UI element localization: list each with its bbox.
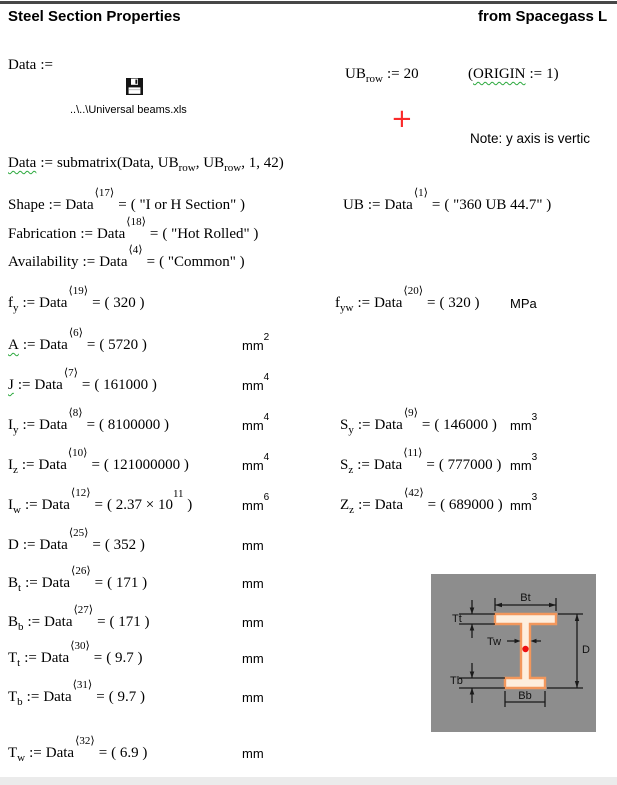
equals-operator: = <box>98 745 108 761</box>
math-region-Sy[interactable] <box>340 406 497 436</box>
data-ref: Data <box>384 197 413 213</box>
assign-operator: := <box>24 497 38 513</box>
result-value: ( "Hot Rolled" ) <box>162 226 259 242</box>
var-name: Shape <box>8 197 45 213</box>
result-value: ( 2.37 × 10 <box>106 497 173 513</box>
var-subscript: t <box>18 582 22 594</box>
math-region-D[interactable] <box>8 526 145 554</box>
unit-text: mm <box>242 418 264 433</box>
math-region-Bb[interactable] <box>8 603 150 633</box>
data-ref: Data <box>99 254 128 270</box>
column-index: ⟨32⟩ <box>75 734 95 747</box>
math-region-availability[interactable] <box>8 243 245 271</box>
math-region-submatrix[interactable] <box>8 155 284 172</box>
unit-D[interactable] <box>242 538 264 553</box>
unit-Tb[interactable] <box>242 690 264 705</box>
math-region-A[interactable] <box>8 326 147 354</box>
data-ref: Data <box>38 457 67 473</box>
column-index: ⟨6⟩ <box>68 326 83 339</box>
unit-text: mm <box>242 338 264 353</box>
column-index: ⟨19⟩ <box>68 284 89 297</box>
unit-exponent: 6 <box>263 492 270 504</box>
var-name: Availability <box>8 254 79 270</box>
var-name: Data <box>8 57 37 73</box>
result-value: ( 689000 ) <box>440 497 503 513</box>
var-name: B <box>8 614 19 630</box>
equals-operator: = <box>146 254 156 270</box>
arg1: Data, <box>121 155 158 171</box>
assign-operator: := <box>22 417 36 433</box>
var-subscript: w <box>17 752 26 764</box>
assign-operator: := <box>48 197 62 213</box>
assign-operator: := <box>21 457 35 473</box>
unit-Bt[interactable] <box>242 576 264 591</box>
math-region-fabrication[interactable] <box>8 215 259 243</box>
column-index: ⟨10⟩ <box>67 446 88 459</box>
value: 20 <box>403 66 419 82</box>
column-index: ⟨7⟩ <box>63 366 78 379</box>
unit-Zz[interactable] <box>510 492 538 513</box>
assign-operator: := <box>22 295 36 311</box>
assign-operator: := <box>29 745 42 761</box>
column-index: ⟨31⟩ <box>72 678 93 691</box>
equals-operator: = <box>96 689 105 705</box>
column-index: ⟨9⟩ <box>403 406 418 419</box>
result-value: ( 171 ) <box>107 575 148 591</box>
unit-text: mm <box>242 498 264 513</box>
var-name: ORIGIN <box>473 66 526 82</box>
unit-Sz[interactable] <box>510 452 538 473</box>
unit-text: mm <box>242 576 264 591</box>
page-top-border <box>0 1 617 4</box>
unit-text: mm <box>242 615 264 630</box>
result-value: ( 8100000 ) <box>99 417 170 433</box>
ibeam-diagram-image[interactable] <box>431 574 596 732</box>
math-region-Bt[interactable] <box>8 564 148 594</box>
result-value: ( 161000 ) <box>94 377 157 393</box>
var-name: B <box>8 575 19 591</box>
close-paren: ) <box>278 155 284 171</box>
var-name: T <box>8 745 18 761</box>
unit-text: mm <box>242 538 264 553</box>
var-subscript: y <box>13 424 19 436</box>
assign-operator: := <box>22 337 36 353</box>
header-source-label[interactable]: from Spacegass L <box>478 8 608 25</box>
column-index: ⟨17⟩ <box>94 186 115 199</box>
var-subscript: b <box>18 621 24 633</box>
result-value: ( 777000 ) <box>438 457 502 473</box>
column-index: ⟨11⟩ <box>403 446 423 459</box>
result-value: ( 352 ) <box>104 537 145 553</box>
result-value: ( 6.9 ) <box>111 745 148 761</box>
unit-text: mm <box>510 458 532 473</box>
math-region-data-component[interactable] <box>8 57 57 74</box>
math-region-ubrow[interactable] <box>345 66 419 83</box>
data-ref: Data <box>96 226 126 242</box>
var-name: Fabrication <box>8 226 77 242</box>
assign-operator: := <box>17 377 31 393</box>
equals-operator: = <box>81 377 91 393</box>
result-exponent: 11 <box>172 487 184 500</box>
column-index: ⟨18⟩ <box>126 215 146 228</box>
equals-operator: = <box>93 650 103 666</box>
unit-Tw[interactable] <box>242 746 264 761</box>
floppy-disk-icon[interactable] <box>125 77 144 96</box>
var-name: I <box>8 457 13 473</box>
data-ref: Data <box>41 497 70 513</box>
var-name: D <box>8 537 19 553</box>
var-subscript: z <box>13 464 18 476</box>
equals-operator: = <box>426 457 435 473</box>
unit-text: mm <box>242 458 264 473</box>
unit-text: mm <box>510 418 532 433</box>
result-value: ( 5720 ) <box>99 337 147 353</box>
column-index: ⟨42⟩ <box>404 486 424 499</box>
equals-operator: = <box>421 417 431 433</box>
data-ref: Data <box>374 295 403 311</box>
value: 1 <box>546 66 554 82</box>
unit-A[interactable] <box>242 332 270 353</box>
result-value: ( 146000 ) <box>434 417 497 433</box>
result-value: ( "I or H Section" ) <box>130 197 246 213</box>
var-subscript: row <box>365 73 383 85</box>
var-name: T <box>8 689 18 705</box>
assign-operator: := <box>22 537 36 553</box>
column-index: ⟨20⟩ <box>403 284 424 297</box>
equals-operator: = <box>149 226 159 242</box>
var-name: UB <box>345 66 366 82</box>
unit-text: mm <box>242 378 264 393</box>
result-value: ( 320 ) <box>104 295 145 311</box>
assign-operator: := <box>357 457 370 473</box>
assign-operator: := <box>24 650 37 666</box>
column-index: ⟨12⟩ <box>70 486 91 499</box>
equals-operator: = <box>97 614 106 630</box>
equals-operator: = <box>92 537 101 553</box>
equals-operator: = <box>94 575 104 591</box>
column-index: ⟨8⟩ <box>68 406 83 419</box>
var-name: I <box>8 497 13 513</box>
var-name: I <box>8 417 13 433</box>
data-ref: Data <box>43 689 72 705</box>
diagram-background <box>431 574 596 732</box>
open-paren: ( <box>116 155 122 171</box>
unit-text: mm <box>242 651 264 666</box>
var-subscript: b <box>17 696 23 708</box>
var-subscript: t <box>17 657 21 669</box>
var-name: Data <box>8 155 37 171</box>
data-ref: Data <box>373 457 403 473</box>
label-bt: Bt <box>520 592 531 604</box>
unit-Bb[interactable] <box>242 615 264 630</box>
equals-operator: = <box>431 197 441 213</box>
var-name: S <box>340 417 349 433</box>
result-close: ) <box>183 497 193 513</box>
unit-text: mm <box>242 690 264 705</box>
result-value: ( 320 ) <box>439 295 480 311</box>
data-ref: Data <box>44 614 73 630</box>
data-ref: Data <box>45 745 75 761</box>
data-ref: Data <box>41 575 71 591</box>
var-subscript: y <box>13 302 19 314</box>
assign-operator: := <box>26 689 40 705</box>
arg2-subscript: row <box>178 162 196 174</box>
var-subscript: z <box>349 504 355 516</box>
close-paren: ) <box>553 66 559 82</box>
math-region-Iz[interactable] <box>8 446 189 476</box>
label-d: D <box>582 644 590 656</box>
math-region-Iw[interactable] <box>8 486 193 516</box>
var-name: Z <box>340 497 350 513</box>
unit-exponent: 4 <box>263 452 270 464</box>
math-region-ub[interactable] <box>343 186 552 214</box>
data-ref: Data <box>39 537 68 553</box>
math-region-Iy[interactable] <box>8 406 170 436</box>
unit-exponent: 4 <box>263 372 270 384</box>
math-region-origin[interactable] <box>468 66 559 83</box>
result-value: ( 171 ) <box>109 614 150 630</box>
var-subscript: z <box>348 464 354 476</box>
assign-operator: := <box>25 575 38 591</box>
assign-operator: := <box>367 197 381 213</box>
data-ref: Data <box>34 377 63 393</box>
unit-Tt[interactable] <box>242 651 264 666</box>
column-index: ⟨30⟩ <box>70 639 90 652</box>
equals-operator: = <box>86 337 96 353</box>
var-name: UB <box>343 197 364 213</box>
result-value: ( 9.7 ) <box>106 650 143 666</box>
arg2: UB <box>157 155 179 171</box>
column-index: ⟨26⟩ <box>71 564 91 577</box>
data-ref: Data <box>65 197 94 213</box>
page-title[interactable]: Steel Section Properties <box>8 8 181 25</box>
math-region-Tw[interactable] <box>8 734 148 764</box>
unit-exponent: 3 <box>531 452 538 464</box>
var-name: f <box>8 295 13 311</box>
unit-J[interactable] <box>242 372 270 393</box>
result-value: ( 121000000 ) <box>103 457 189 473</box>
assign-operator: := <box>357 295 371 311</box>
unit-text: mm <box>510 498 532 513</box>
data-ref: Data <box>374 497 404 513</box>
math-region-fy[interactable] <box>8 284 145 314</box>
arg3: , UB <box>195 155 225 171</box>
result-value: ( 9.7 ) <box>108 689 145 705</box>
unit-exponent: 4 <box>263 412 270 424</box>
assign-operator: := <box>357 417 371 433</box>
unit-exponent: 2 <box>263 332 270 344</box>
result-value: ( "360 UB 44.7" ) <box>444 197 552 213</box>
unit-Iy[interactable] <box>242 412 270 433</box>
label-tw: Tw <box>487 636 502 648</box>
unit-Iw[interactable] <box>242 492 270 513</box>
unit-text: MPa <box>510 296 537 311</box>
data-ref: Data <box>40 650 70 666</box>
column-index: ⟨27⟩ <box>73 603 94 616</box>
equals-operator: = <box>427 497 437 513</box>
assign-operator: := <box>358 497 371 513</box>
math-region-Sz[interactable] <box>340 446 502 476</box>
equals-operator: = <box>118 197 127 213</box>
column-index: ⟨1⟩ <box>413 186 428 199</box>
unit-Iz[interactable] <box>242 452 270 473</box>
column-index: ⟨4⟩ <box>128 243 143 256</box>
column-index: ⟨25⟩ <box>68 526 89 539</box>
label-tb: Tb <box>450 675 463 687</box>
arg3-subscript: row <box>224 162 242 174</box>
equals-operator: = <box>86 417 96 433</box>
open-paren: ( <box>468 66 473 82</box>
var-name: A <box>8 337 19 353</box>
unit-text: mm <box>242 746 264 761</box>
assign-operator: := <box>80 226 93 242</box>
var-subscript: w <box>13 504 21 516</box>
math-region-shape[interactable] <box>8 186 246 214</box>
equals-operator: = <box>92 295 101 311</box>
math-region-fyw[interactable] <box>335 284 480 314</box>
function-name: submatrix <box>56 155 117 171</box>
data-ref: Data <box>374 417 403 433</box>
arg-tail: , 1, 42 <box>241 155 279 171</box>
result-value: ( "Common" ) <box>159 254 245 270</box>
data-ref: Data <box>39 417 68 433</box>
label-tt: Tt <box>452 613 462 625</box>
unit-exponent: 3 <box>531 412 538 424</box>
math-region-J[interactable] <box>8 366 157 394</box>
var-name: S <box>340 457 349 473</box>
assign-operator: := <box>40 57 53 73</box>
data-ref: Data <box>39 295 68 311</box>
assign-operator: := <box>386 66 400 82</box>
equals-operator: = <box>427 295 436 311</box>
note-text[interactable]: Note: y axis is vertic <box>470 131 591 146</box>
var-name: f <box>335 295 340 311</box>
page-bottom-border <box>0 777 617 785</box>
var-subscript: y <box>348 424 354 436</box>
math-region-Tt[interactable] <box>8 639 143 669</box>
var-name: T <box>8 650 18 666</box>
var-name: J <box>8 377 14 393</box>
math-region-Zz[interactable] <box>340 486 503 516</box>
assign-operator: := <box>529 66 543 82</box>
assign-operator: := <box>40 155 53 171</box>
assign-operator: := <box>82 254 96 270</box>
equals-operator: = <box>94 497 103 513</box>
var-subscript: yw <box>340 302 354 314</box>
label-bb: Bb <box>518 690 532 702</box>
equals-operator: = <box>91 457 100 473</box>
unit-Sy[interactable] <box>510 412 538 433</box>
centroid-marker <box>522 646 528 652</box>
assign-operator: := <box>27 614 41 630</box>
insertion-crosshair-icon: + <box>391 104 413 134</box>
unit-fyw[interactable] <box>510 296 537 311</box>
unit-exponent: 3 <box>531 492 538 504</box>
component-file-path: ..\..\Universal beams.xls <box>70 104 187 116</box>
math-region-Tb[interactable] <box>8 678 145 708</box>
data-ref: Data <box>39 337 68 353</box>
